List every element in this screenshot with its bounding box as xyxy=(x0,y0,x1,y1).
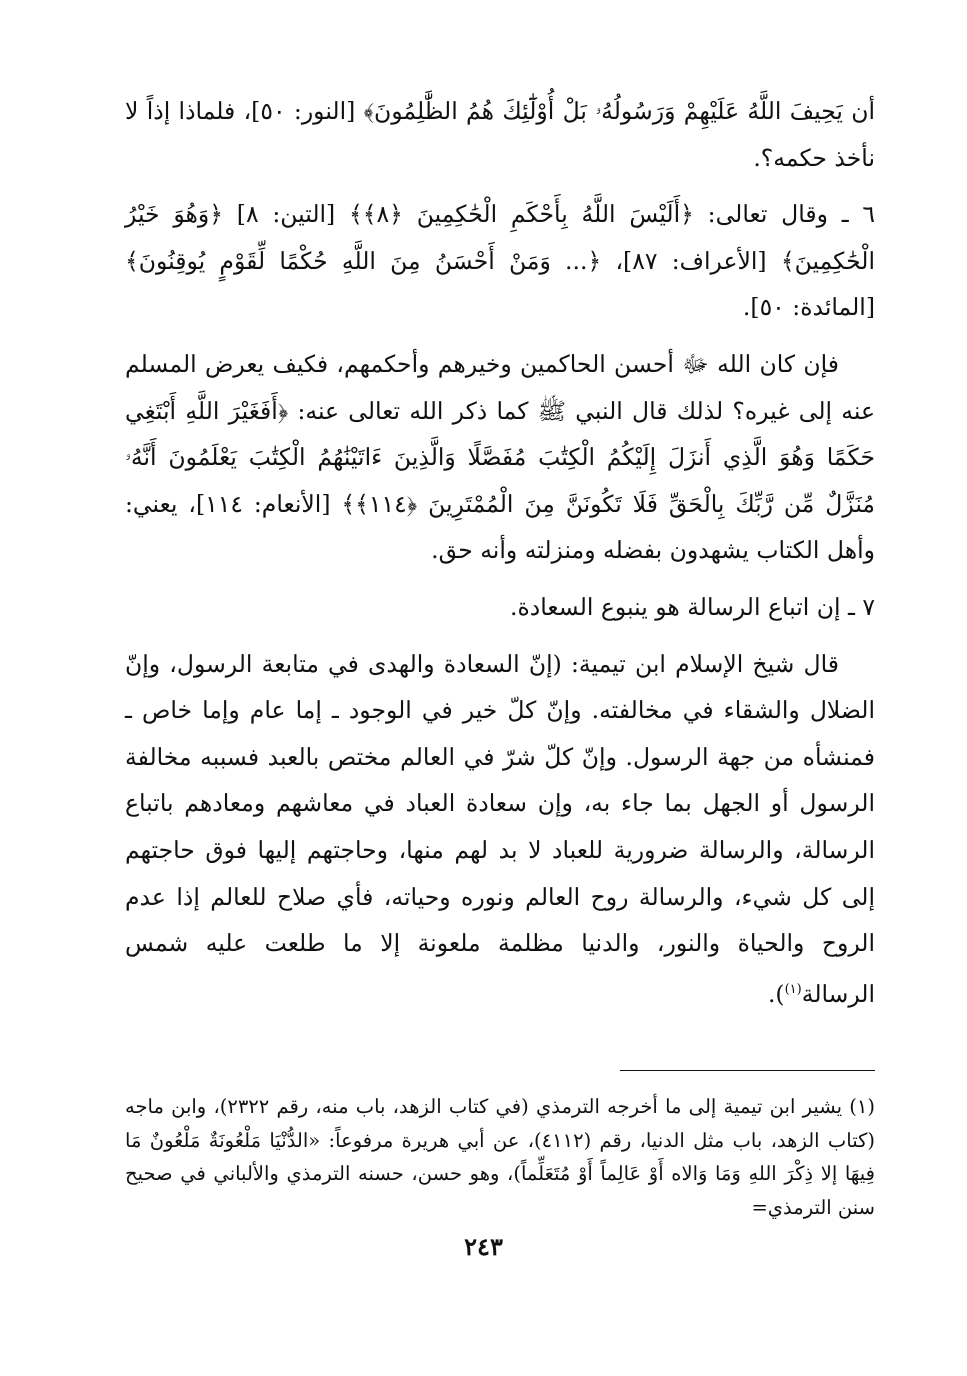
page-number: ٢٤٣ xyxy=(464,1232,503,1261)
quote-text: قال شيخ الإسلام ابن تيمية: (إنّ السعادة والهدى في متابعة الرسول، وإنّ الضلال والشقاء في مخالفته. وإنّ كلّ خير في الوجود ـ إما عام وإما خاص ـ فمنشأه من جهة الرسول. وإنّ كلّ شرّ في العالم مختص بالعبد فسببه مخالفة الرسول أو الجهل بما جاء به، وإن سعادة العباد في معاشهم ومعادهم باتباع الرسالة، والرسالة ضرورية للعباد لا بد لهم منها، وحاجتهم إليها فوق حاجتهم إلى كل شيء، والرسالة روح العالم ونوره وحياته، فأي صلاح للعالم إذا عدم الروح والحياة والنور، والدنيا مظلمة ملعونة إلا ما طلعت عليه شمس الرسالة xyxy=(125,649,875,1008)
paragraph-ibn-taymiyyah-quote xyxy=(125,641,875,1018)
footnote-1: (١) يشير ابن تيمية إلى ما أخرجه الترمذي (في كتاب الزهد، باب منه، رقم ٢٣٢٢)، وابن ماجه (كتاب الزهد، باب مثل الدنيا، رقم (٤١١٢)، عن أبي هريرة مرفوعاً: «الدُّنْيَا مَلْعُونَةٌ مَلْعُونٌ مَا فِيهَا إلا ذِكْرَ اللهِ وَمَا وَالاه أَوْ عَالِماً أَوْ مُتَعَلِّماً)، وهو حسن، حسنه الترمذي والألباني في صحيح سنن الترمذي= xyxy=(125,1095,875,1219)
quote-close: ). xyxy=(767,979,785,1008)
footnote-reference: (١) xyxy=(784,981,802,997)
footnote-separator xyxy=(620,1070,875,1071)
heading-point-7: ٧ ـ إن اتباع الرسالة هو ينبوع السعادة. xyxy=(509,592,875,621)
main-text xyxy=(125,88,875,1017)
paragraph-best-judge: فإن كان الله ﷻ أحسن الحاكمين وخيرهم وأحكمهم، فكيف يعرض المسلم عنه إلى غيره؟ لذلك قال النبي ﷺ كما ذكر الله تعالى عنه: ﴿أَفَغَيْرَ اللَّهِ أَبْتَغِي حَكَمًا وَهُوَ الَّذِي أَنزَلَ إِلَيْكُمُ الْكِتَٰبَ مُفَصَّلًا وَالَّذِينَ ءَاتَيْنَٰهُمُ الْكِتَٰبَ يَعْلَمُونَ أَنَّهُۥ مُنَزَّلٌ مِّن رَّبِّكَ بِالْحَقِّ فَلَا تَكُونَنَّ مِنَ الْمُمْتَرِينَ ﴿١١٤﴾﴾ [الأنعام: ١١٤]، يعني: وأهل الكتاب يشهدون بفضله ومنزلته وأنه حق. xyxy=(125,349,875,565)
paragraph-verse-continuation: أن يَحِيفَ اللَّهُ عَلَيْهِمْ وَرَسُولُهُۥ بَلْ أُوْلَٰٓئِكَ هُمُ الظَّٰلِمُونَ﴾ [النور: ٥٠]، فلماذا إذاً لا نأخذ حكمه؟. xyxy=(125,97,875,172)
paragraph-point-6: ٦ ـ وقال تعالى: ﴿أَلَيْسَ اللَّهُ بِأَحْكَمِ الْحَٰكِمِينَ ﴿٨﴾﴾ [التين: ٨] ﴿وَهُوَ خَيْرُ الْحَٰكِمِينَ﴾ [الأعراف: ٨٧]، ﴿... وَمَنْ أَحْسَنُ مِنَ اللَّهِ حُكْمًا لِّقَوْمٍ يُوقِنُونَ﴾ [المائدة: ٥٠]. xyxy=(125,200,876,322)
footnotes xyxy=(125,1090,875,1224)
